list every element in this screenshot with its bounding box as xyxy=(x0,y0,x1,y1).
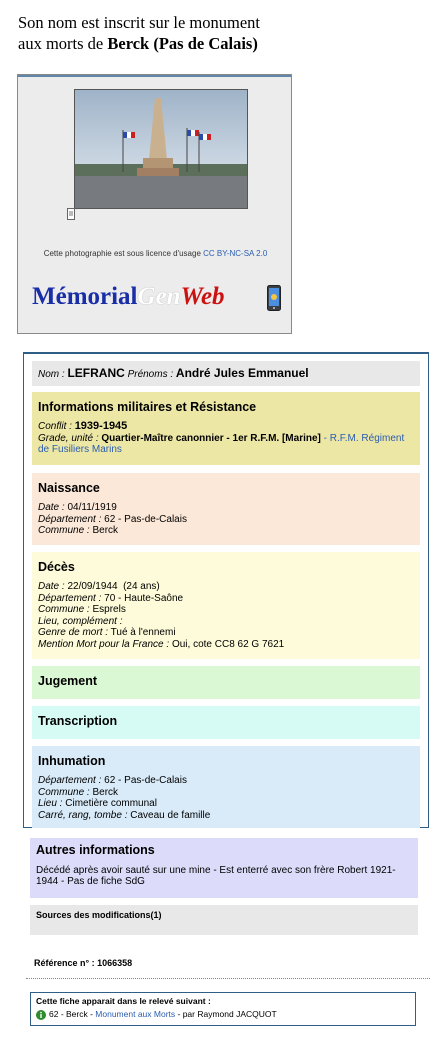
licence-notice xyxy=(18,247,293,261)
reference-label: Référence n° : xyxy=(34,958,95,968)
transcription-section xyxy=(32,706,420,739)
licence-link[interactable]: CC BY-NC-SA 2.0 xyxy=(203,249,268,258)
identity-section xyxy=(32,361,420,386)
deces-mention: Oui, cote CC8 62 G 7621 xyxy=(171,638,285,650)
deces-dep-label: Département : xyxy=(38,592,102,604)
autres-section xyxy=(30,838,418,898)
inhumation-lieu: Cimetière communal xyxy=(65,798,157,809)
deces-commune: Esprels xyxy=(92,604,126,615)
grade-label: Grade, unité : xyxy=(38,432,99,444)
deces-dep: 70 - Haute-Saône xyxy=(104,592,184,604)
deces-commune-label: Commune : xyxy=(38,604,90,615)
naissance-date: 04/11/1919 xyxy=(67,502,117,513)
naissance-date-label: Date : xyxy=(38,502,65,513)
deces-section xyxy=(32,552,420,659)
prenoms-value: André Jules Emmanuel xyxy=(175,366,309,380)
sources-toggle[interactable] xyxy=(30,905,418,935)
intro-line1: Son nom est inscrit sur le monument xyxy=(18,13,260,32)
transcription-title: Transcription xyxy=(38,714,118,728)
logo-memorial: Mémorial xyxy=(32,283,138,310)
deces-date-label: Date : xyxy=(38,581,65,592)
autres-text: Décédé après avoir sauté sur une mine - Est enterré avec son frère Robert 1921-1944 - Pas de fiche SdG xyxy=(36,864,396,887)
photo-panel xyxy=(17,74,292,334)
prenoms-label: Prénoms : xyxy=(127,369,174,380)
inhumation-carre-label: Carré, rang, tombe : xyxy=(38,809,128,821)
reference xyxy=(34,958,132,968)
memorialgenweb-logo[interactable] xyxy=(32,283,225,311)
releve-link[interactable]: Monument aux Morts xyxy=(95,1009,176,1019)
deces-lieu-label: Lieu, complément : xyxy=(38,615,123,627)
naissance-dep: 62 - Pas-de-Calais xyxy=(104,513,187,525)
nom-label: Nom : xyxy=(38,369,65,380)
conflit-label: Conflit : xyxy=(38,421,72,432)
divider xyxy=(26,978,430,979)
jugement-section xyxy=(32,666,420,699)
conflit-value: 1939-1945 xyxy=(74,420,128,432)
releve-box xyxy=(30,992,416,1026)
deces-genre-label: Genre de mort : xyxy=(38,627,109,638)
inhumation-section xyxy=(32,746,420,828)
naissance-dep-label: Département : xyxy=(38,513,102,525)
phone-icon[interactable] xyxy=(267,285,281,311)
intro-line2 xyxy=(18,33,418,54)
inhumation-commune: Berck xyxy=(92,786,119,798)
reference-value: 1066358 xyxy=(97,958,133,968)
licence-text: Cette photographie est sous licence d'usage xyxy=(43,249,204,258)
inhumation-title: Inhumation xyxy=(38,754,106,768)
naissance-section xyxy=(32,473,420,545)
naissance-commune: Berck xyxy=(92,525,119,536)
logo-web: Web xyxy=(180,283,225,310)
monument-photo[interactable] xyxy=(74,89,248,209)
intro-text xyxy=(18,12,418,54)
militaire-section xyxy=(32,392,420,465)
deces-date: 22/09/1944 (24 ans) xyxy=(67,581,160,592)
intro-place: Berck (Pas de Calais) xyxy=(107,34,258,53)
info-icon[interactable] xyxy=(36,1010,46,1020)
naissance-commune-label: Commune : xyxy=(38,525,90,536)
deces-mention-label: Mention Mort pour la France : xyxy=(38,638,170,650)
autres-title: Autres informations xyxy=(36,843,155,857)
inhumation-carre: Caveau de famille xyxy=(130,809,211,821)
image-icon[interactable] xyxy=(67,208,75,220)
releve-title: Cette fiche apparait dans le relevé suivant : xyxy=(36,996,211,1006)
inhumation-dep: 62 - Pas-de-Calais xyxy=(104,775,187,786)
sources-label: Sources des modifications(1) xyxy=(36,910,162,920)
releve-prefix: 62 - Berck - xyxy=(49,1009,96,1019)
grade-value: Quartier-Maître canonnier - 1er R.F.M. [Marine] xyxy=(101,432,321,444)
logo-gen: Gen xyxy=(137,283,181,310)
fiche-card xyxy=(23,352,429,828)
militaire-title: Informations militaires et Résistance xyxy=(38,400,257,414)
intro-line2-prefix: aux morts de xyxy=(18,34,108,53)
releve-suffix: - par Raymond JACQUOT xyxy=(175,1009,277,1019)
unite-link[interactable]: - R.F.M. Régiment de Fusiliers Marins xyxy=(38,432,405,455)
photo-panel-topline xyxy=(18,75,291,77)
nom-value: LEFRANC xyxy=(67,366,125,380)
inhumation-commune-label: Commune : xyxy=(38,786,90,798)
inhumation-dep-label: Département : xyxy=(38,775,102,786)
naissance-title: Naissance xyxy=(38,481,100,495)
deces-genre: Tué à l'ennemi xyxy=(110,627,176,638)
releve-line xyxy=(36,1008,410,1021)
deces-title: Décès xyxy=(38,560,75,574)
inhumation-lieu-label: Lieu : xyxy=(38,798,63,809)
jugement-title: Jugement xyxy=(38,674,98,688)
